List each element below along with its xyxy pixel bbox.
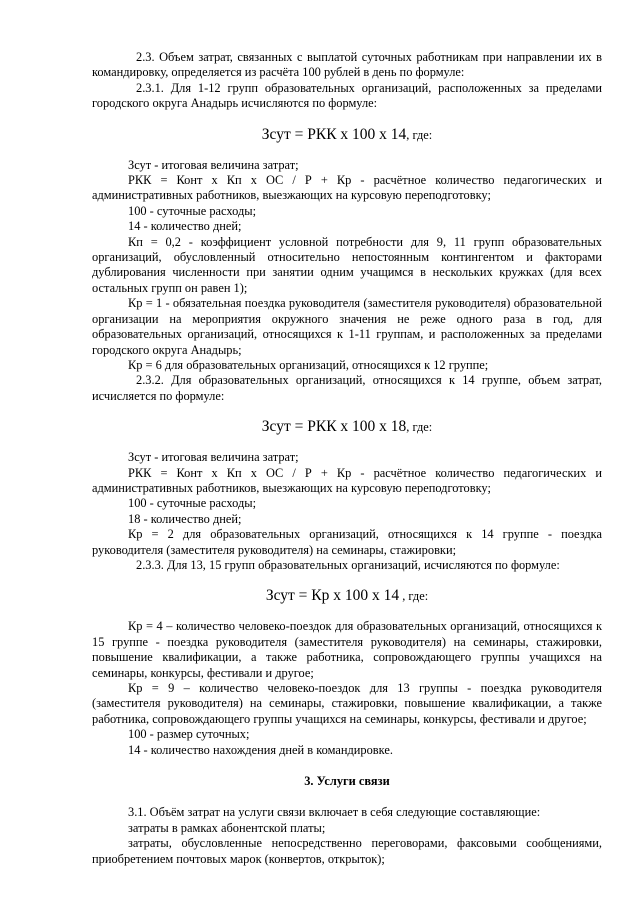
paragraph-2-3: 2.3. Объем затрат, связанных с выплатой суточных работникам при направлении их в командировку, определяется из расчёта 100 рублей в день по формуле: (92, 50, 602, 80)
definition-line: затраты в рамках абонентской платы; (128, 820, 326, 835)
definition-line: 14 - количество дней; (128, 219, 242, 234)
definition-line: затраты, обусловленные непосредственно переговорами, факсовыми сообщениями, приобретением почтовых марок (конвертов, открыток); (92, 836, 602, 866)
formula-1-main: Зсут = РКК х 100 х 14 (261, 125, 407, 143)
section-3-title: 3. Услуги связи (304, 774, 390, 789)
definition-line: Кр = 1 - обязательная поездка руководителя (заместителя руководителя) образовательной организации на мероприятия окружного значения не реже одного раза в год, для образовательных организаций, относящихся к 1-11 группам, и расположенных за пределами городского округа Анадырь; (92, 296, 602, 357)
paragraph-2-3-2: 2.3.2. Для образовательных организаций, относящихся к 14 группе, объем затрат, исчисляется по формуле: (92, 373, 602, 403)
formula-3 (92, 587, 602, 605)
definition-line: 100 - размер суточных; (128, 727, 250, 742)
formula-3-tail: , где: (399, 589, 429, 604)
paragraph-2-3-3: 2.3.3. Для 13, 15 групп образовательных организаций, исчисляются по формуле: (136, 557, 560, 572)
definition-line: Кр = 4 – количество человеко-поездок для образовательных организаций, относящихся к 15 группе - поездка руководителя (заместителя руководителя) на семинары, стажировки, повышение квалификации, а также работника, сопровождающего группы учащихся на семинары, конкурсы, фестивали и другое; (92, 619, 602, 680)
paragraph-3-1: 3.1. Объём затрат на услуги связи включает в себя следующие составляющие: (128, 805, 541, 820)
definition-line: Кр = 9 – количество человеко-поездок для 13 группы - поездка руководителя (заместителя руководителя) на семинары, стажировки, повышение квалификации, а также работника, сопровождающего группы учащихся на семинары, конкурсы, фестивали и другое; (92, 681, 602, 726)
definition-line: Кр = 2 для образовательных организаций, относящихся к 14 группе - поездка руководителя (заместителя руководителя) на семинары, стажировки; (92, 527, 602, 557)
formula-2-tail: , где: (406, 420, 433, 435)
formula-2-main: Зсут = РКК х 100 х 18 (261, 418, 407, 436)
formula-1 (92, 126, 602, 144)
definition-line: РКК = Конт х Кп х ОС / Р + Кр - расчётное количество педагогических и административных работников, выезжающих на курсовую переподготовку; (92, 465, 602, 495)
definition-line: Кп = 0,2 - коэффициент условной потребности для 9, 11 групп образовательных организаций, обусловленный относительно непостоянным контингентом и факторами дублирования численности при занятии одним учащимся в нескольких кружках (для всех остальных групп он равен 1); (92, 234, 602, 295)
formula-1-tail: , где: (406, 127, 433, 142)
definition-line: 100 - суточные расходы; (128, 496, 257, 511)
paragraph-2-3-1: 2.3.1. Для 1-12 групп образовательных организаций, расположенных за пределами городского округа Анадырь исчисляются по формуле: (92, 80, 602, 111)
definition-line: Зсут - итоговая величина затрат; (128, 450, 299, 465)
document-body (92, 50, 602, 867)
formula-2 (92, 418, 602, 436)
definition-line: Зсут - итоговая величина затрат; (128, 157, 299, 172)
definition-line: 14 - количество нахождения дней в командировке. (128, 742, 393, 757)
formula-3-main: Зсут = Кр х 100 х 14 (265, 587, 400, 605)
definition-line: 18 - количество дней; (128, 511, 242, 526)
definition-line: Кр = 6 для образовательных организаций, относящихся к 12 группе; (128, 357, 489, 372)
definition-line: РКК = Конт х Кп х ОС / Р + Кр - расчётное количество педагогических и административных работников, выезжающих на курсовую переподготовку; (92, 173, 602, 203)
definition-line: 100 - суточные расходы; (128, 203, 257, 218)
